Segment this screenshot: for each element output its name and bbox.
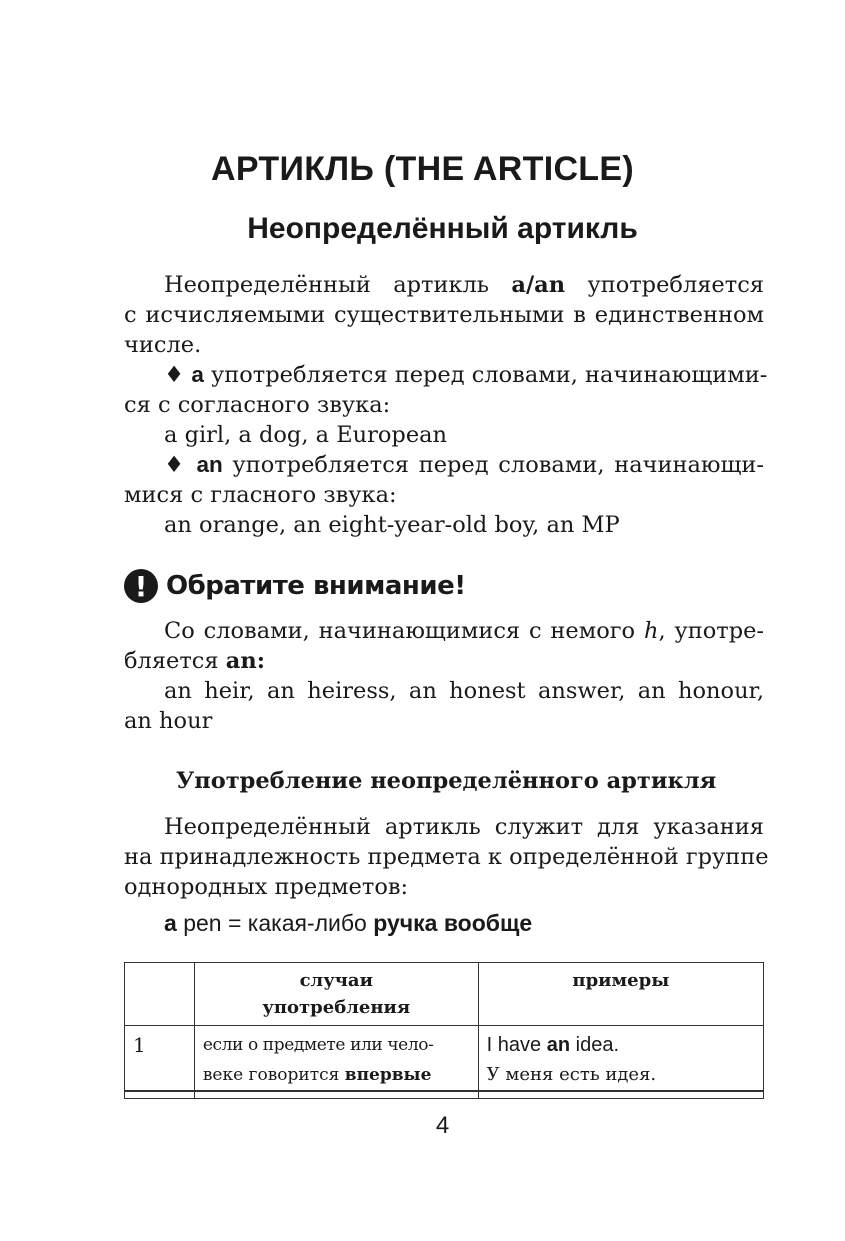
rule-an-examples: an orange, an eight-year-old boy, an MP: [164, 512, 620, 538]
intro-line-3: числе.: [124, 332, 202, 358]
intro-line-1: [164, 270, 764, 300]
rule-an-text: употребляется перед словами, начинающи-: [232, 452, 764, 478]
page-title: АРТИКЛЬ (THE ARTICLE): [211, 150, 634, 188]
usage-line-2: на принадлежность предмета к определённой группе: [124, 844, 769, 870]
table-row: [125, 1026, 764, 1099]
example-text: pen = какая-либо: [183, 910, 367, 936]
usage-heading: Употребление неопределённого артикля: [176, 768, 717, 794]
notice-line-3: an heir, an heiress, an honest answer, an honour,: [164, 678, 764, 704]
rule-an-marker: an: [196, 452, 223, 477]
notice-heading-text: Обратите внимание!: [166, 571, 466, 601]
table-row-example: [478, 1026, 763, 1099]
example-en-article: an: [546, 1034, 571, 1056]
usage-example: [164, 910, 532, 937]
rule-a-marker: a: [191, 362, 204, 387]
table-row-num: 1: [125, 1026, 195, 1099]
example-ru: У меня есть идея.: [486, 1064, 657, 1085]
example-meaning: ручка вообще: [373, 910, 533, 936]
notice-text: бляется: [124, 648, 219, 674]
notice-text: Со словами, начинающимися с немого: [164, 618, 636, 644]
page-number: 4: [435, 1112, 450, 1139]
notice-line-4: an hour: [124, 708, 213, 734]
case-text: веке говорится: [202, 1065, 340, 1085]
table-bottom-rule: [124, 1090, 764, 1092]
usage-line-3: однородных предметов:: [124, 874, 409, 900]
table-header-num: [125, 963, 195, 1026]
table-header-row: [125, 963, 764, 1026]
usage-line-1: Неопределённый артикль служит для указания: [164, 814, 764, 840]
silent-h: h: [643, 618, 659, 644]
exclamation-icon: !: [124, 569, 158, 603]
notice-line-2: [124, 646, 764, 676]
diamond-bullet-icon: ♦: [164, 362, 185, 388]
example-en-text: I have: [486, 1034, 542, 1056]
case-emphasis: впервые: [344, 1065, 432, 1085]
notice-article: an:: [225, 648, 265, 674]
table-header-cases-text: случаи употребления: [262, 970, 411, 1018]
example-en-text: idea.: [575, 1034, 619, 1056]
intro-text: употребляется: [587, 272, 764, 298]
table-header-cases: [194, 963, 478, 1026]
example-article: a: [164, 910, 177, 936]
rule-an-line-1: [164, 450, 764, 480]
rule-a-line-1: [164, 360, 768, 390]
section-title: Неопределённый артикль: [247, 212, 638, 245]
diamond-bullet-icon: ♦: [164, 452, 187, 478]
rule-a-examples: a girl, a dog, a European: [164, 422, 448, 448]
rule-an-line-2: мися с гласного звука:: [124, 482, 397, 508]
article-a-an: a/an: [511, 272, 566, 298]
notice-line-1: [164, 616, 764, 646]
notice-text: , употре-: [658, 618, 765, 644]
case-line-1: если о предмете или чело-: [202, 1035, 434, 1055]
intro-text: Неопределённый артикль: [164, 272, 490, 298]
usage-table: [124, 962, 764, 1099]
example-en: [487, 1030, 755, 1060]
intro-line-2: с исчисляемыми существительными в единственном: [124, 302, 764, 328]
table-row-case: [194, 1026, 478, 1099]
case-line-2: [203, 1060, 470, 1090]
rule-a-text: употребляется перед словами, начинающими-: [211, 362, 768, 388]
table-header-examples: примеры: [478, 963, 763, 1026]
notice-heading: [124, 566, 466, 606]
rule-a-line-2: ся с согласного звука:: [124, 392, 391, 418]
